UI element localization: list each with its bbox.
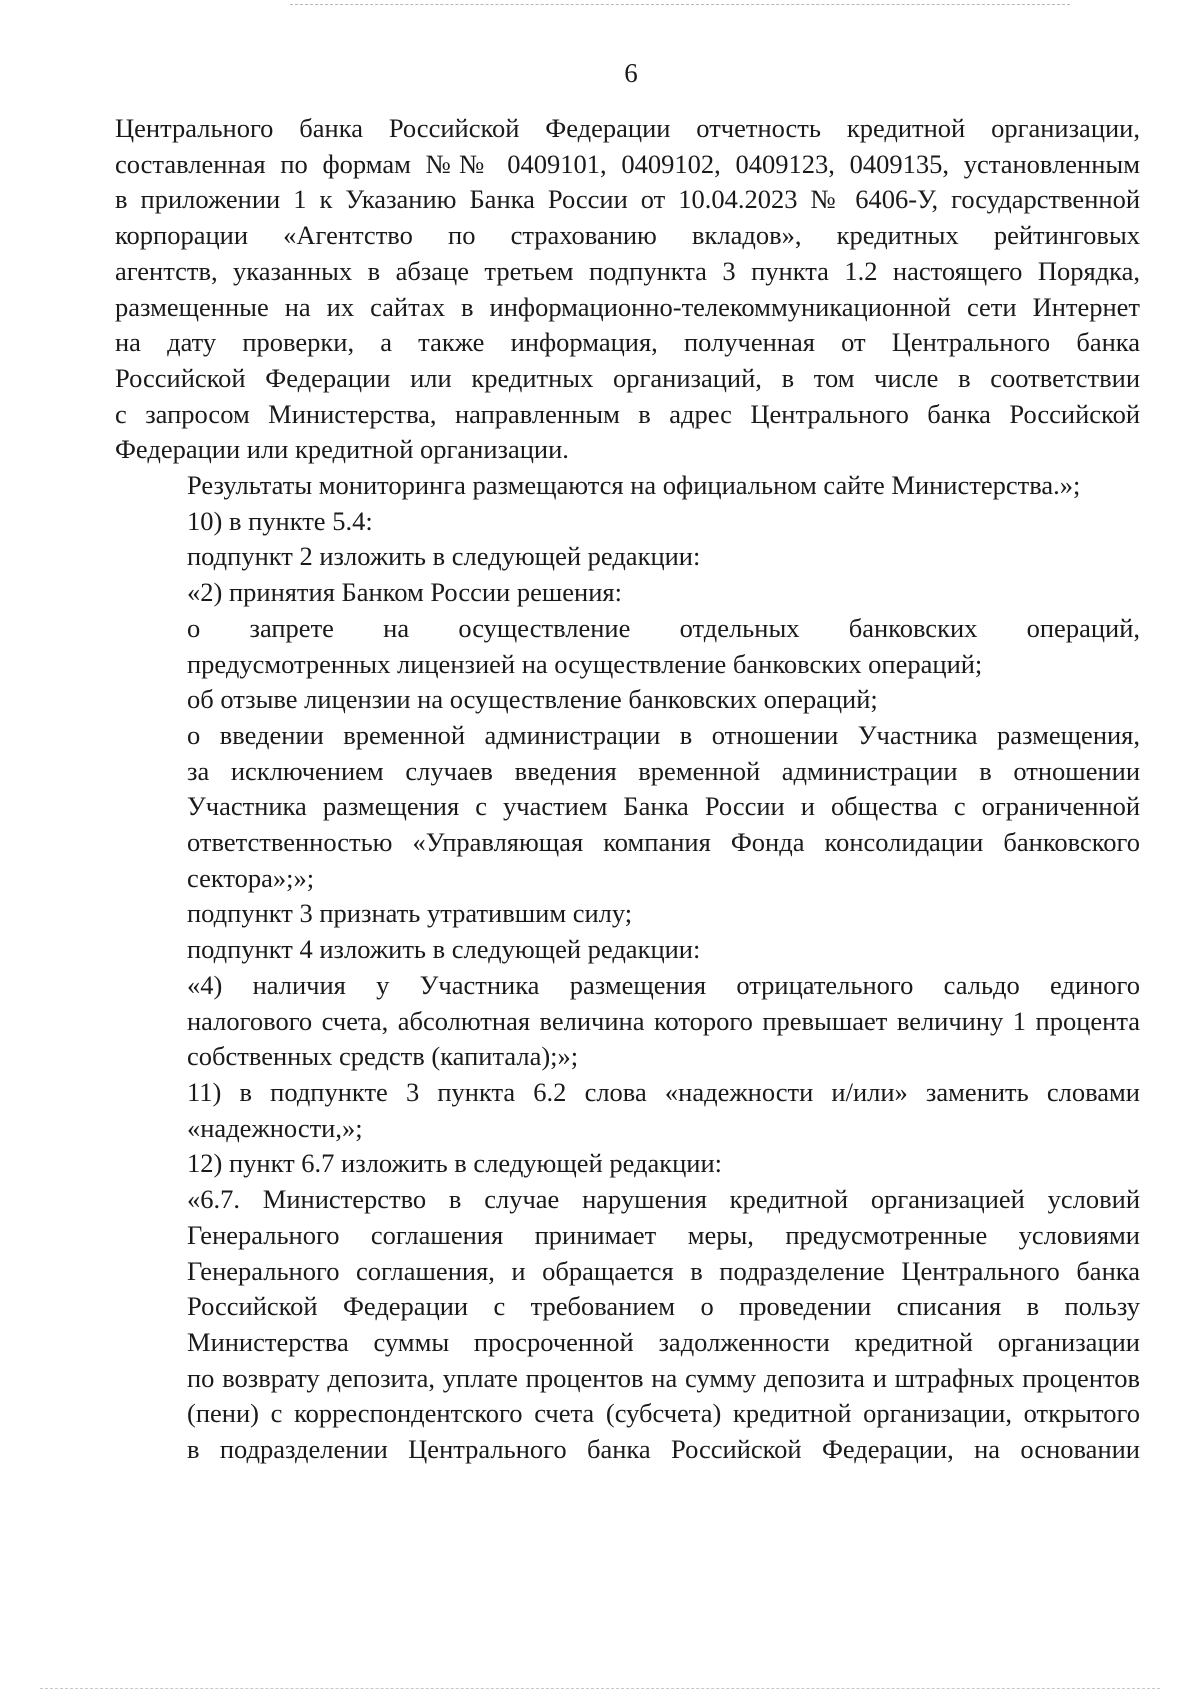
text-line: по возврату депозита, уплате процентов на сумму депозита и штрафных процентов [187,1362,1140,1393]
text-line: с запросом Министерства, направленным в адрес Центрального банка Российской [115,398,1140,429]
text-line: корпорации «Агентство по страхованию вкладов», кредитных рейтинговых [115,220,1140,251]
text-line: «6.7. Министерство в случае нарушения кредитной организацией условий [187,1184,1140,1215]
paragraph [115,932,1140,968]
paragraph [115,611,1140,682]
text-line: 10) в пункте 5.4: [187,505,373,536]
text-line: подпункт 4 изложить в следующей редакции: [187,934,701,965]
text-line: Генерального соглашения, и обращается в подразделение Центрального банка [187,1255,1140,1286]
scan-top-edge [290,4,1070,5]
text-line: о запрете на осуществление отдельных банковских операций, [187,612,1140,643]
text-line: размещенные на их сайтах в информационно-телекоммуникационной сети Интернет [115,291,1140,322]
page-number: 6 [624,58,638,88]
text-line: Участника размещения с участием Банка России и общества с ограниченной [187,791,1140,822]
text-line: в приложении 1 к Указанию Банка России от 10.04.2023 № 6406-У, государственной [115,184,1140,215]
text-line: Федерации или кредитной организации. [115,434,569,465]
text-line: налогового счета, абсолютная величина которого превышает величину 1 процента [187,1005,1140,1036]
text-line: Министерства суммы просроченной задолженности кредитной организации [187,1326,1140,1357]
text-line: собственных средств (капитала);»; [187,1041,579,1072]
text-line: Результаты мониторинга размещаются на официальном сайте Министерства.»; [187,470,1081,501]
text-line: ответственностью «Управляющая компания Фонда консолидации банковского [187,827,1140,858]
text-line: Российской Федерации с требованием о проведении списания в пользу [187,1291,1140,1322]
paragraph [115,111,1140,468]
paragraph [115,896,1140,932]
text-line: подпункт 2 изложить в следующей редакции: [187,541,701,572]
paragraph [115,1146,1140,1182]
paragraph [115,1182,1140,1468]
text-line: Генерального соглашения принимает меры, предусмотренные условиями [187,1219,1140,1250]
text-line: сектора»;»; [187,862,315,893]
text-line: на дату проверки, а также информация, полученная от Центрального банка [115,327,1140,358]
text-line: в подразделении Центрального банка Российской Федерации, на основании [187,1434,1140,1465]
paragraph [115,468,1140,504]
text-line: 12) пункт 6.7 изложить в следующей редакции: [187,1148,723,1179]
text-line: Российской Федерации или кредитных организаций, в том числе в соответствии [115,362,1140,393]
paragraph [115,718,1140,897]
text-line: (пени) с корреспондентского счета (субсчета) кредитной организации, открытого [187,1398,1140,1429]
paragraph [115,539,1140,575]
text-line: подпункт 3 признать утратившим силу; [187,898,633,929]
paragraph [115,1075,1140,1146]
text-line: 11) в подпункте 3 пункта 6.2 слова «надежности и/или» заменить словами [187,1076,1140,1107]
paragraph [115,968,1140,1075]
text-line: предусмотренных лицензией на осуществление банковских операций; [187,648,983,679]
paragraph [115,504,1140,540]
text-line: составленная по формам №№ 0409101, 0409102, 0409123, 0409135, установленным [115,148,1140,179]
text-line: о введении временной администрации в отношении Участника размещения, [187,719,1140,750]
document-body [115,111,1140,1468]
text-line: «4) наличия у Участника размещения отрицательного сальдо единого [187,969,1140,1000]
paragraph [115,682,1140,718]
text-line: «2) принятия Банком России решения: [187,577,622,608]
text-line: об отзыве лицензии на осуществление банковских операций; [187,684,878,715]
text-line: агентств, указанных в абзаце третьем подпункта 3 пункта 1.2 настоящего Порядка, [115,255,1140,286]
scan-bottom-edge [40,1688,1160,1689]
text-line: «надежности,»; [187,1112,363,1143]
paragraph [115,575,1140,611]
text-line: Центрального банка Российской Федерации отчетность кредитной организации, [115,113,1140,143]
text-line: за исключением случаев введения временной администрации в отношении [187,755,1140,786]
